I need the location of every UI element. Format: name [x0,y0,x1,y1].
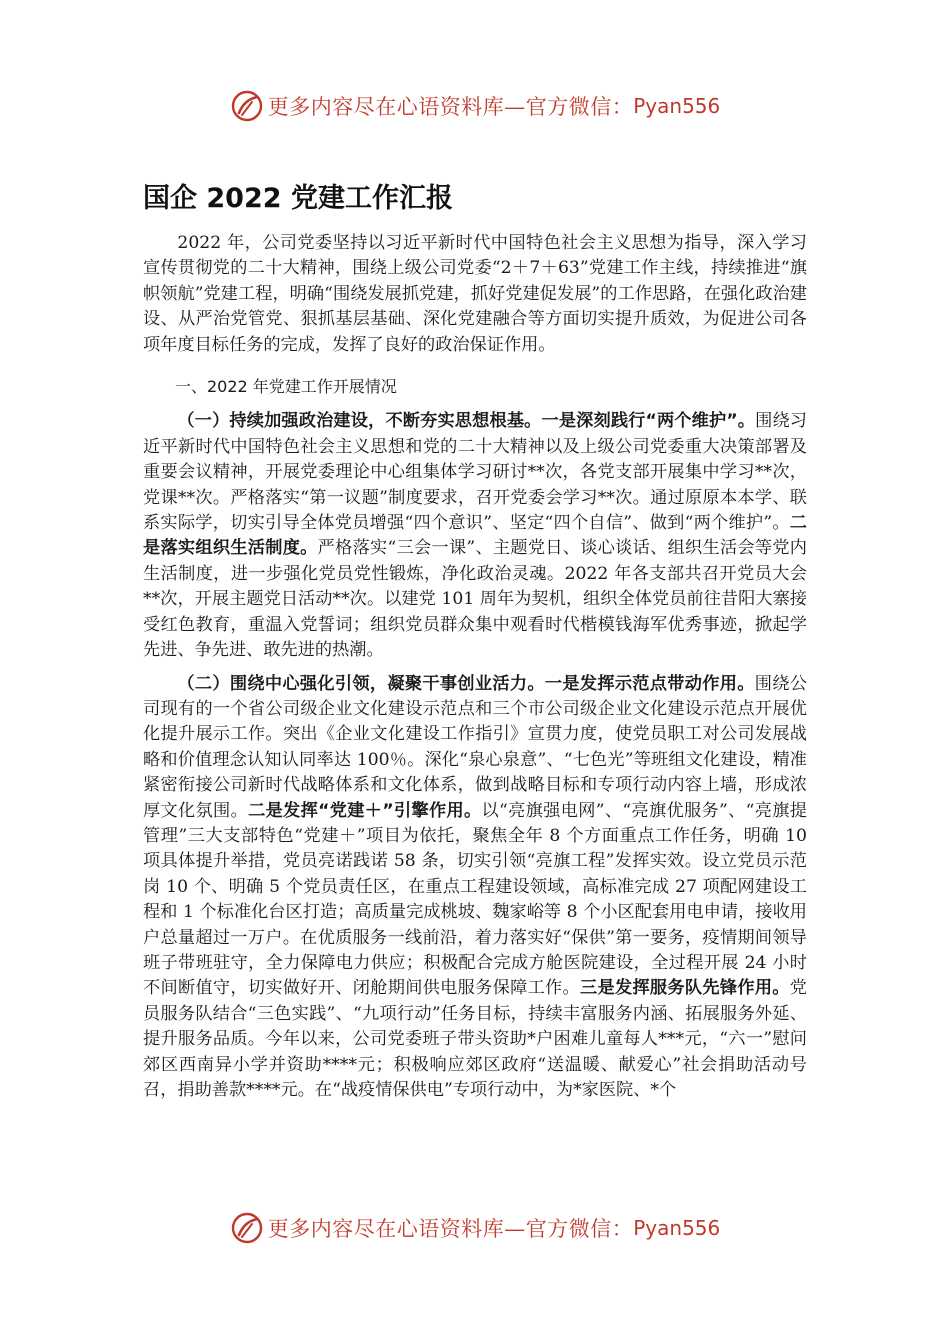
section-1-text-2: 严格落实“三会一课”、主题党日、谈心谈话、组织生活会等党内生活制度，进一步强化党员党性锻炼，净化政治灵魂。2022 年各支部共召开党员大会**次，开展主题党日活动**次。以建党 101 周年为契机，组织全体党员前往昔阳大寨接受红色教育，重温入党誓词；组织党员群众集中观看时代楷模钱海军优秀事迹，掀起学先进、争先进、敢先进的热潮。 [143,538,807,661]
banner-wechat-id: Pyan556 [633,94,721,118]
banner-wechat-id: Pyan556 [633,1216,721,1240]
intro-paragraph: 2022 年，公司党委坚持以习近平新时代中国特色社会主义思想为指导，深入学习宣传贯彻党的二十大精神，围绕上级公司党委“2＋7＋63”党建工作主线，持续推进“旗帜领航”党建工程，明确“围绕发展抓党建，抓好党建促发展”的工作思路，在强化政治建设、从严治党管党、狠抓基层基础、深化党建融合等方面切实提升质效，为促进公司各项年度目标任务的完成，发挥了良好的政治保证作用。 [143,233,807,355]
document-title: 国企 2022 党建工作汇报 [143,183,453,214]
header-banner[interactable] [0,86,950,126]
footer-banner[interactable] [0,1208,950,1248]
banner-text: 更多内容尽在心语资料库—官方微信： [267,95,634,119]
section-2-text-3: 党员服务队结合“三色实践”、“九项行动”任务目标，持续丰富服务内涵、拓展服务外延、提升服务品质。今年以来，公司党委班子带头资助*户困难儿童每人***元，“六一”慰问郊区西南异小学并资助****元；积极响应郊区政府“送温暖、献爱心”社会捐助活动号召，捐助善款****元。在“战疫情保供电”专项行动中，为*家医院、*个 [143,978,807,1100]
section-2-text-2: 以“亮旗强电网”、“亮旗优服务”、“亮旗提管理”三大支部特色“党建＋”项目为依托，聚焦全年 8 个方面重点工作任务，明确 10 项具体提升举措，党员亮诺践诺 58 条，切实引领“亮旗工程”发挥实效。设立党员示范岗 10 个、明确 5 个党员责任区，在重点工程建设领域，高标准完成 27 项配网建设工程和 1 个标准化台区打造；高质量完成桃坡、魏家峪等 8 个小区配套用电申请，接收用户总量超过一万户。在优质服务一线前沿，着力落实好“保供”第一要务，疫情期间领导班子带班驻守，全力保障电力供应；积极配合完成方舱医院建设，全过程开展 24 小时不间断值守，切实做好开、闭舱期间供电服务保障工作。 [143,800,807,999]
section-1-bold-lead: （一）持续加强政治建设，不断夯实思想根基。一是深刻践行“两个维护”。 [177,411,756,432]
section-2-bold-lead: （二）围绕中心强化引领，凝聚干事创业活力。一是发挥示范点带动作用。 [177,673,755,694]
section-1-paragraph [143,409,807,663]
pen-logo-icon [230,1211,264,1245]
section-1-bold-point-2: 二是落实组织生活制度。 [143,513,807,559]
pen-logo-icon [230,89,264,123]
banner-text: 更多内容尽在心语资料库—官方微信： [267,1217,634,1241]
document-body [143,231,807,1103]
section-2-text: 围绕公司现有的一个省公司级企业文化建设示范点和三个市公司级企业文化建设示范点开展优化提升展示工作。突出《企业文化建设工作指引》宣贯力度，使党员职工对公司发展战略和价值理念认知认同率达 100％。深化“泉心泉意”、“七色光”等班组文化建设，精准紧密衔接公司新时代战略体系和文化体系，做到战略目标和专项行动内容上墙，形成浓厚文化氛围。 [143,673,807,821]
section-2-bold-point-3: 三是发挥服务队先锋作用。 [580,978,790,999]
section-1-text: 围绕习近平新时代中国特色社会主义思想和党的二十大精神以及上级公司党委重大决策部署及重要会议精神，开展党委理论中心组集体学习研讨**次，各党支部开展集中学习**次，党课**次。严格落实“第一议题”制度要求，召开党委会学习**次。通过原原本本学、联系实际学，切实引导全体党员增强“四个意识”、坚定“四个自信”、做到“两个维护”。 [143,411,807,534]
section-heading: 一、2022 年党建工作开展情况 [175,377,397,397]
section-2-paragraph [143,672,807,1104]
section-2-bold-point-2: 二是发挥“党建＋”引擎作用。 [248,800,482,821]
